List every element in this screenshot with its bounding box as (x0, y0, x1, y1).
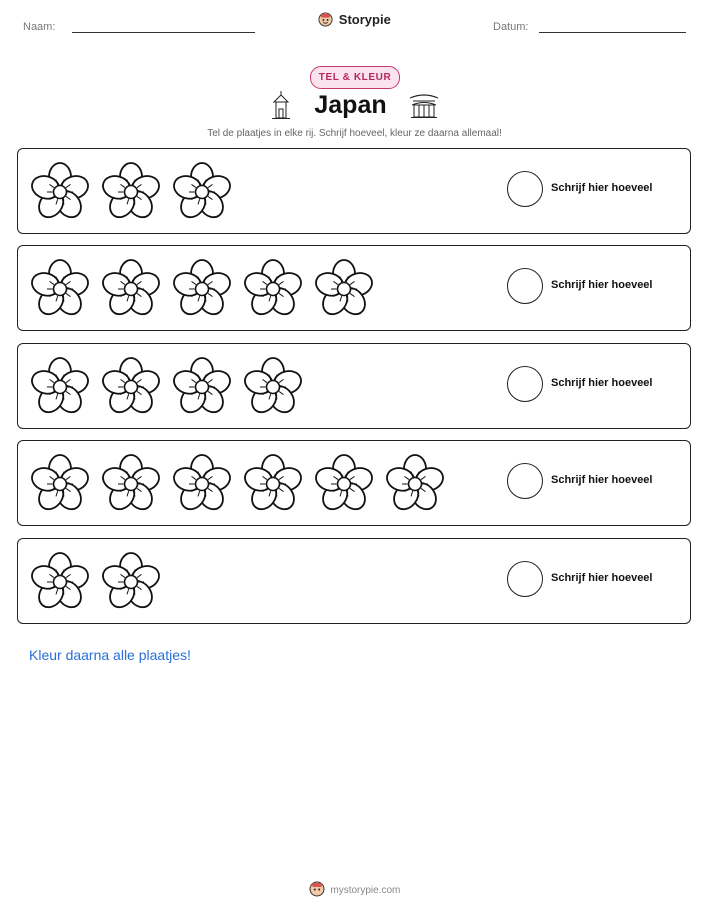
cherry-blossom-icon[interactable] (101, 161, 161, 221)
cherry-blossom-icon[interactable] (314, 453, 374, 513)
tag-badge: TEL & KLEUR (310, 66, 400, 89)
cherry-blossom-icon[interactable] (314, 258, 374, 318)
cherry-blossom-icon[interactable] (30, 356, 90, 416)
cherry-blossom-icon[interactable] (243, 258, 303, 318)
cherry-blossom-icon[interactable] (101, 551, 161, 611)
cherry-blossom-icon[interactable] (30, 551, 90, 611)
cherry-blossom-icon[interactable] (243, 453, 303, 513)
answer-circle[interactable] (507, 171, 543, 207)
cherry-blossom-icon[interactable] (172, 453, 232, 513)
cherry-blossom-icon[interactable] (30, 258, 90, 318)
cherry-blossom-icon[interactable] (101, 258, 161, 318)
answer-label: Schrijf hier hoeveel (551, 377, 653, 389)
pagoda-gate-icon (409, 91, 439, 119)
cherry-blossom-icon[interactable] (243, 356, 303, 416)
instruction-text: Tel de plaatjes in elke rij. Schrijf hoeveel, kleur ze daarna allemaal! (207, 128, 502, 139)
answer-circle[interactable] (507, 463, 543, 499)
coloring-note: Kleur daarna alle plaatjes! (29, 647, 191, 663)
page-title (0, 90, 709, 120)
cherry-blossom-icon[interactable] (30, 161, 90, 221)
cherry-blossom-icon[interactable] (101, 356, 161, 416)
answer-circle[interactable] (507, 561, 543, 597)
storypie-footer-icon (309, 881, 325, 897)
footer (0, 881, 709, 897)
brand-logo (0, 12, 709, 27)
cherry-blossom-icon[interactable] (172, 356, 232, 416)
cherry-blossom-icon[interactable] (385, 453, 445, 513)
answer-label: Schrijf hier hoeveel (551, 182, 653, 194)
name-label: Naam: (23, 21, 56, 33)
count-row (17, 343, 691, 429)
cherry-blossom-icon[interactable] (172, 258, 232, 318)
answer-label: Schrijf hier hoeveel (551, 279, 653, 291)
date-label: Datum: (493, 21, 529, 33)
footer-site: mystorypie.com (330, 885, 401, 896)
title-text: Japan (314, 90, 387, 119)
count-row (17, 440, 691, 526)
count-row (17, 245, 691, 331)
answer-circle[interactable] (507, 366, 543, 402)
answer-label: Schrijf hier hoeveel (551, 474, 653, 486)
count-row (17, 148, 691, 234)
date-line[interactable] (539, 32, 686, 33)
brand-name: Storypie (338, 12, 391, 27)
shrine-bell-icon (270, 90, 292, 120)
cherry-blossom-icon[interactable] (30, 453, 90, 513)
storypie-logo-icon (318, 12, 333, 27)
count-row (17, 538, 691, 624)
answer-circle[interactable] (507, 268, 543, 304)
cherry-blossom-icon[interactable] (172, 161, 232, 221)
cherry-blossom-icon[interactable] (101, 453, 161, 513)
answer-label: Schrijf hier hoeveel (551, 572, 653, 584)
name-line[interactable] (72, 32, 255, 33)
